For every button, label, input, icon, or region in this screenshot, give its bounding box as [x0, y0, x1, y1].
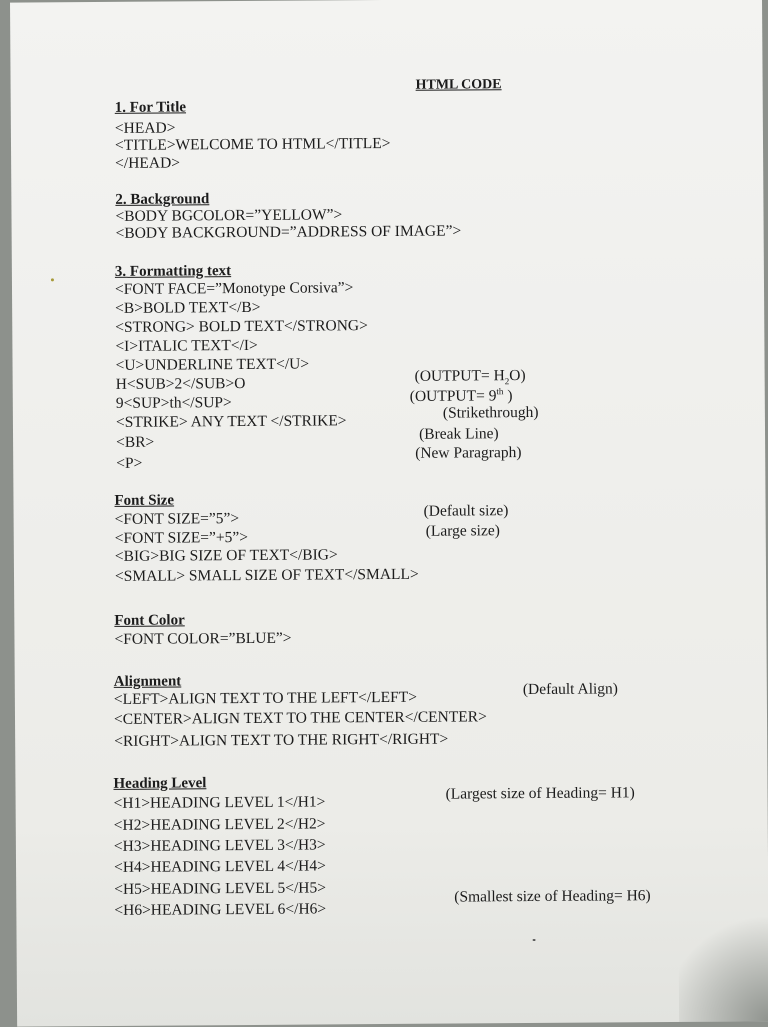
code-line: <HEAD>	[114, 119, 176, 137]
code-line: <BIG>BIG SIZE OF TEXT</BIG>	[114, 546, 338, 565]
code-line: <U>UNDERLINE TEXT</U>	[115, 355, 310, 374]
note-new-paragraph: (New Paragraph)	[415, 444, 522, 462]
code-line: <SMALL> SMALL SIZE OF TEXT</SMALL>	[114, 565, 419, 585]
output-note-9th: (OUTPUT= 9th )	[409, 386, 513, 405]
code-line: <LEFT>ALIGN TEXT TO THE LEFT</LEFT>	[113, 688, 417, 708]
note-smallest-heading: (Smallest size of Heading= H6)	[454, 887, 651, 906]
section-heading-font-color: Font Color	[114, 612, 185, 629]
output-note-h2o: (OUTPUT= $H_2O$)	[414, 367, 526, 387]
code-line: <BODY BGCOLOR=”YELLOW”>	[115, 206, 343, 225]
code-line: <B>BOLD TEXT</B>	[115, 298, 261, 317]
note-strikethrough: (Strikethrough)	[442, 403, 539, 422]
note-break-line: (Break Line)	[418, 425, 499, 443]
code-line: <FONT SIZE=”+5”>	[114, 528, 249, 547]
code-line: <STRONG> BOLD TEXT</STRONG>	[115, 317, 368, 336]
code-line: <H5>HEADING LEVEL 5</H5>	[114, 879, 327, 898]
ink-speck	[51, 278, 54, 281]
code-line: 9<SUP>th</SUP>	[115, 394, 232, 412]
document-title: HTML CODE	[415, 77, 502, 93]
code-line: <I>ITALIC TEXT</I>	[115, 336, 258, 355]
code-line: <P>	[116, 454, 143, 472]
code-line: <CENTER>ALIGN TEXT TO THE CENTER</CENTER>	[113, 708, 487, 728]
code-line: <H4>HEADING LEVEL 4</H4>	[113, 857, 326, 876]
code-line: <RIGHT>ALIGN TEXT TO THE RIGHT</RIGHT>	[114, 730, 449, 750]
code-line: H<SUB>2</SUB>O	[115, 374, 246, 393]
section-heading-title: 1. For Title	[114, 99, 187, 116]
note-largest-heading: (Largest size of Heading= H1)	[445, 784, 635, 803]
section-heading-alignment: Alignment	[113, 673, 182, 690]
code-line: <H6>HEADING LEVEL 6</H6>	[114, 900, 327, 919]
section-heading-formatting: 3. Formatting text	[114, 263, 232, 280]
code-line: <FONT SIZE=”5”>	[114, 510, 240, 528]
code-line: <H1>HEADING LEVEL 1</H1>	[113, 793, 326, 812]
code-line: <TITLE>WELCOME TO HTML</TITLE>	[114, 134, 391, 154]
code-line: <STRIKE> ANY TEXT </STRIKE>	[115, 412, 347, 431]
section-heading-font-size: Font Size	[114, 492, 175, 509]
code-line: <H3>HEADING LEVEL 3</H3>	[113, 836, 326, 855]
code-line: <BR>	[116, 433, 155, 451]
document-page	[10, 0, 768, 1027]
paper-shadow	[678, 901, 768, 1022]
ink-speck	[533, 939, 536, 941]
note-large-size: (Large size)	[425, 522, 500, 540]
code-line: <BODY BACKGROUND=”ADDRESS OF IMAGE”>	[115, 222, 462, 242]
code-line: <FONT COLOR=”BLUE”>	[114, 629, 292, 648]
code-line: </HEAD>	[115, 154, 181, 172]
section-heading-heading-level: Heading Level	[113, 775, 207, 792]
note-default-size: (Default size)	[423, 502, 509, 520]
code-line: <FONT FACE=”Monotype Corsiva”>	[114, 279, 354, 298]
note-default-align: (Default Align)	[522, 680, 619, 699]
code-line: <H2>HEADING LEVEL 2</H2>	[113, 815, 326, 834]
section-heading-background: 2. Background	[115, 191, 210, 208]
